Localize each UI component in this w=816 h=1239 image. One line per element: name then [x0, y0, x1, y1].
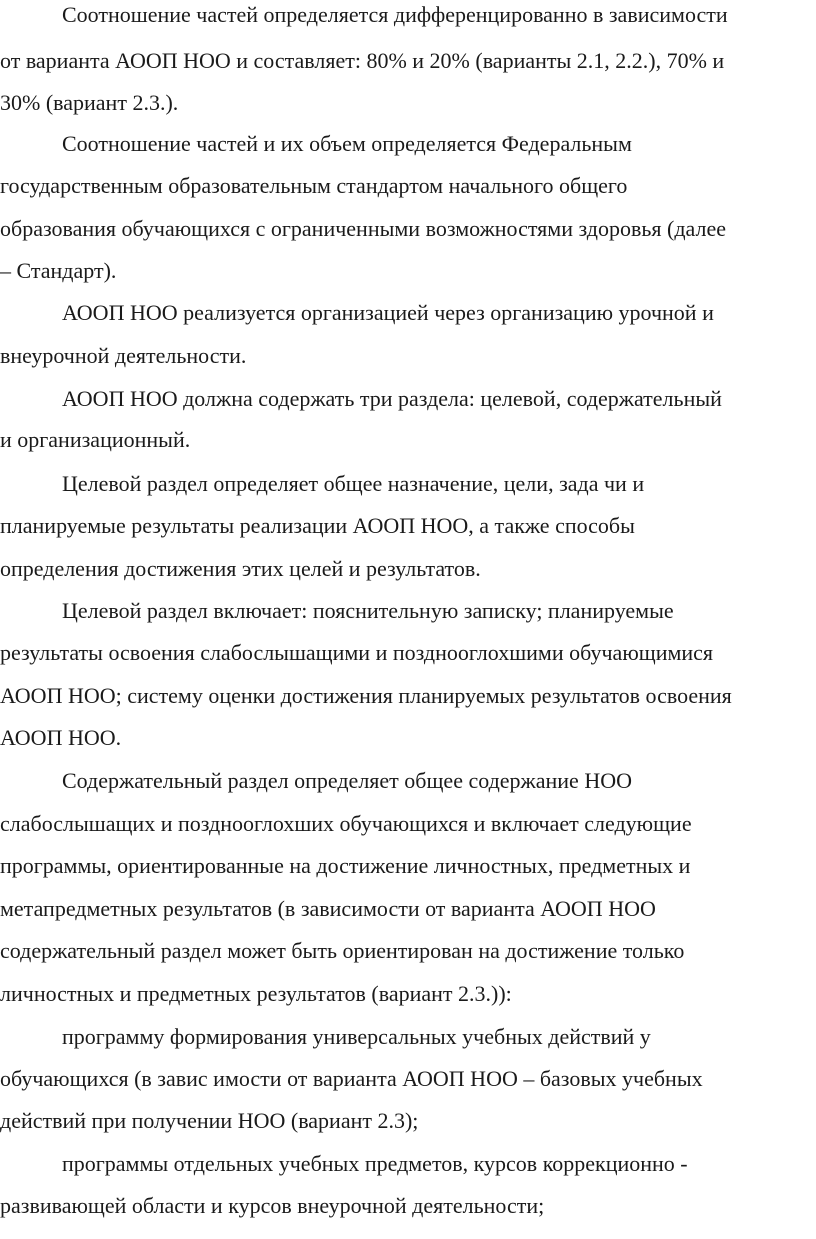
text-line: программу формирования универсальных учебных действий у	[62, 1024, 651, 1049]
text-line: содержательный раздел может быть ориентирован на достижение только	[0, 938, 685, 963]
text-line: планируемые результаты реализации АООП НОО, а также способы	[0, 513, 635, 538]
text-line: программы отдельных учебных предметов, курсов коррекционно -	[62, 1151, 688, 1176]
text-line: метапредметных результатов (в зависимости от варианта АООП НОО	[0, 896, 656, 921]
text-line: и организационный.	[0, 427, 191, 452]
text-line: слабослышащих и позднооглохших обучающихся и включает следующие	[0, 811, 692, 836]
text-line: Содержательный раздел определяет общее содержание НОО	[62, 768, 632, 793]
text-line: АООП НОО реализуется организацией через организацию урочной и	[62, 300, 714, 325]
text-line: образования обучающихся с ограниченными возможностями здоровья (далее	[0, 216, 727, 241]
text-line: внеурочной деятельности.	[0, 343, 247, 368]
text-line: Соотношение частей и их объем определяется Федеральным	[62, 131, 632, 156]
text-line: Целевой раздел включает: пояснительную записку; планируемые	[62, 598, 674, 623]
text-line: обучающихся (в завис имости от варианта АООП НОО – базовых учебных	[0, 1066, 703, 1091]
text-line: определения достижения этих целей и результатов.	[0, 556, 481, 581]
text-line: АООП НОО; систему оценки достижения планируемых результатов освоения	[0, 683, 732, 708]
text-line: программы, ориентированные на достижение личностных, предметных и	[0, 853, 691, 878]
text-line: государственным образовательным стандартом начального общего	[0, 173, 628, 198]
text-line: 30% (вариант 2.3.).	[0, 90, 179, 115]
text-line: результаты освоения слабослышащими и позднооглохшими обучающимися	[0, 640, 714, 665]
text-line: развивающей области и курсов внеурочной деятельности;	[0, 1193, 545, 1218]
text-line: от варианта АООП НОО и составляет: 80% и 20% (варианты 2.1, 2.2.), 70% и	[0, 48, 725, 73]
text-line: – Стандарт).	[0, 258, 117, 283]
text-line: действий при получении НОО (вариант 2.3);	[0, 1108, 419, 1133]
text-line: Соотношение частей определяется дифференцированно в зависимости	[62, 2, 728, 27]
text-line: личностных и предметных результатов (вариант 2.3.)):	[0, 981, 512, 1006]
text-line: АООП НОО.	[0, 725, 122, 750]
text-line: Целевой раздел определяет общее назначение, цели, зада чи и	[62, 471, 645, 496]
text-line: АООП НОО должна содержать три раздела: целевой, содержательный	[62, 386, 722, 411]
